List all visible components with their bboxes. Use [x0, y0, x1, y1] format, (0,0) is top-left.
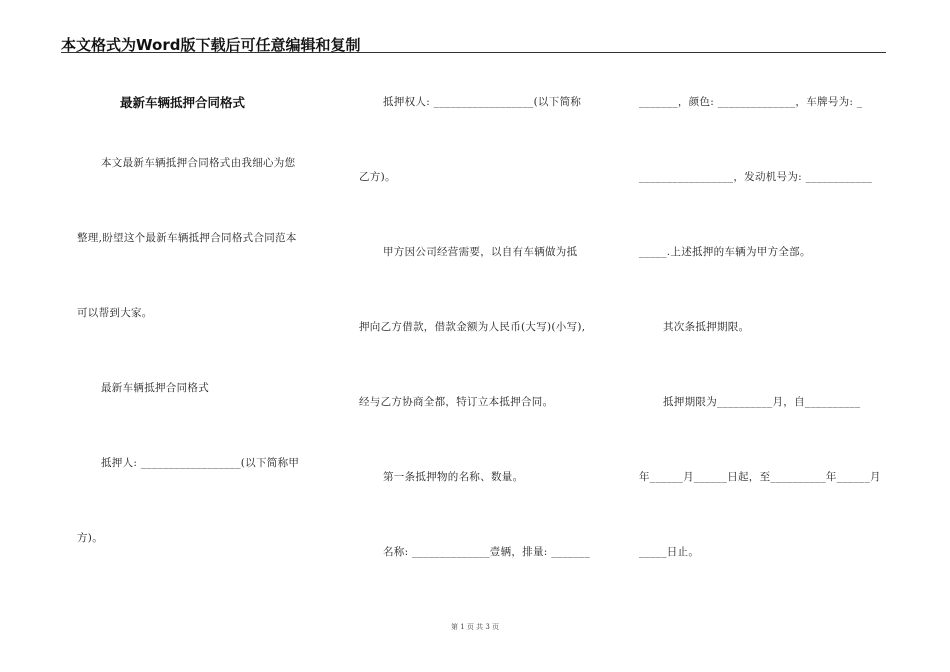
ownership-line: _____.上述抵押的车辆为甲方全部。 [639, 246, 811, 258]
purpose-line-2: 押向乙方借款，借款金额为人民币(大写)(小写), [359, 321, 586, 333]
intro-line-1: 本文最新车辆抵押合同格式由我细心为您 [101, 157, 296, 169]
vehicle-name-line: 名称: ______________壹辆，排量: _______ [383, 546, 591, 558]
purpose-line-3: 经与乙方协商全都，特订立本抵押合同。 [359, 396, 554, 408]
page-number: 第 1 页 共 3 页 [450, 623, 500, 631]
document-banner: 本文格式为Word版下载后可任意编辑和复制 [61, 36, 361, 54]
document-title: 最新车辆抵押合同格式 [120, 95, 246, 110]
mortgagee-line-cont: 乙方)。 [359, 171, 396, 183]
article-2-heading: 其次条抵押期限。 [663, 321, 750, 333]
engine-number-line: _________________，发动机号为: ____________ [639, 171, 873, 183]
section-heading: 最新车辆抵押合同格式 [101, 382, 209, 394]
vehicle-color-plate-line: _______，颜色: ______________，车牌号为: _ [639, 96, 863, 108]
header-divider [61, 52, 886, 53]
term-line-3: _____日止。 [639, 546, 700, 558]
intro-line-3: 可以帮到大家。 [77, 307, 153, 319]
term-line-1: 抵押期限为__________月，自__________ [663, 396, 861, 408]
article-1-heading: 第一条抵押物的名称、数量。 [383, 471, 524, 483]
purpose-line-1: 甲方因公司经营需要，以自有车辆做为抵 [383, 246, 578, 258]
mortgagor-line: 抵押人: __________________(以下简称甲 [101, 457, 300, 469]
term-line-2: 年______月______日起，至__________年______月 [639, 471, 881, 483]
mortgagee-line: 抵押权人: __________________(以下简称 [383, 96, 582, 108]
mortgagor-line-cont: 方)。 [77, 532, 103, 544]
intro-line-2: 整理,盼望这个最新车辆抵押合同格式合同范本 [77, 232, 297, 244]
